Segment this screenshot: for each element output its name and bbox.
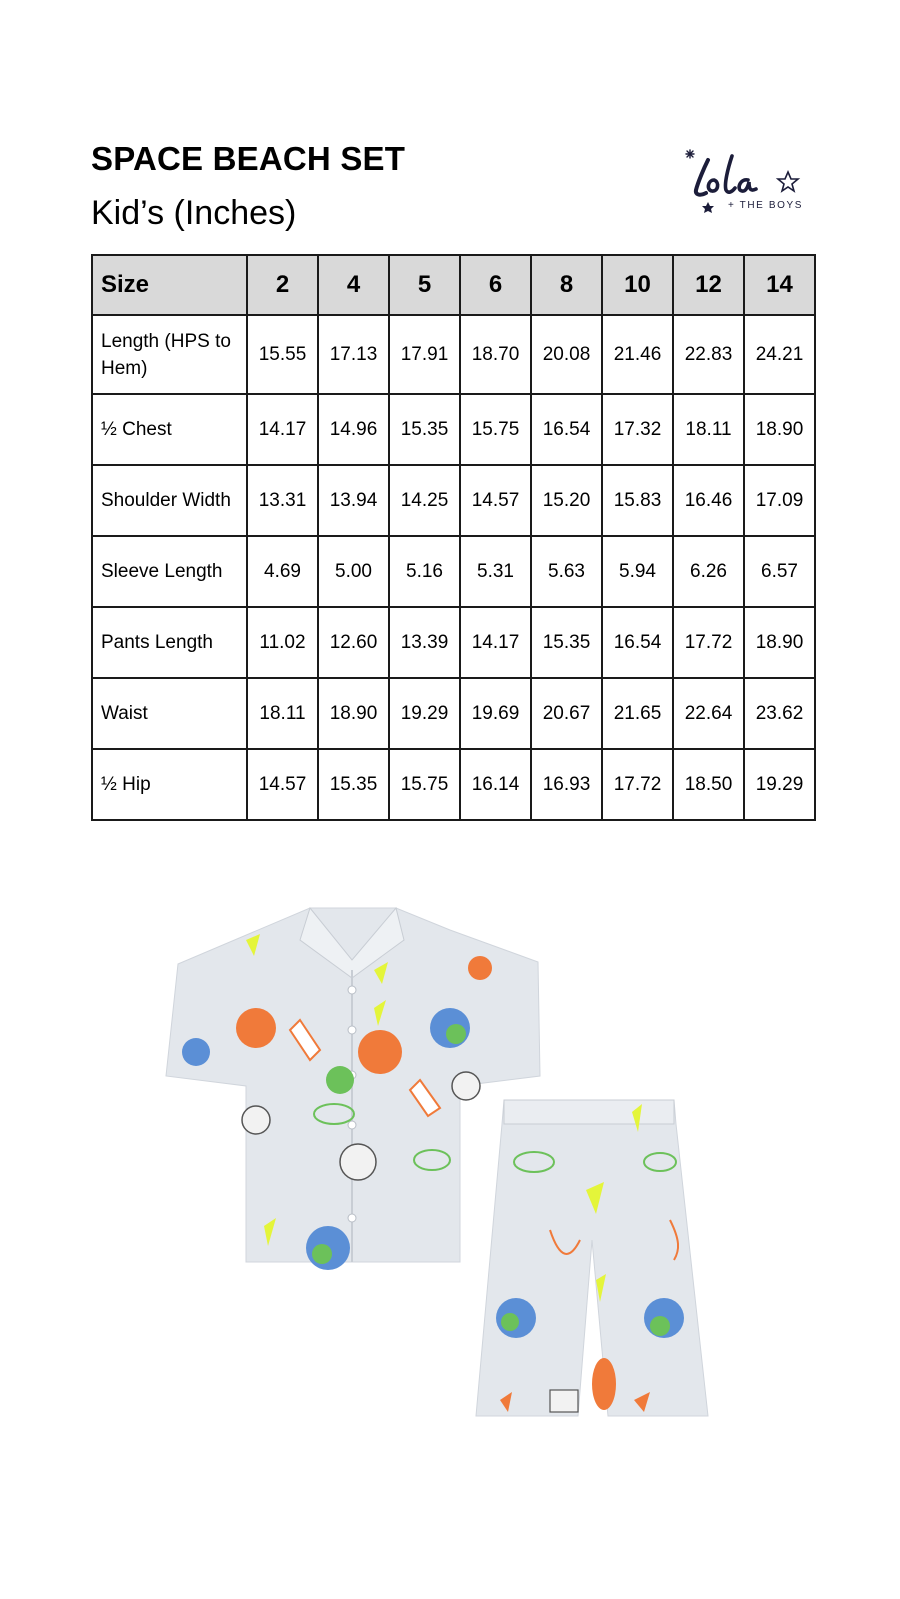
- page-subtitle: Kid’s (Inches): [91, 194, 297, 232]
- measurement-label: Pants Length: [92, 607, 247, 678]
- measurement-label: ½ Chest: [92, 394, 247, 465]
- measurement-value: 15.75: [389, 749, 460, 820]
- measurement-value: 6.57: [744, 536, 815, 607]
- measurement-label: Length (HPS to Hem): [92, 315, 247, 394]
- measurement-value: 20.08: [531, 315, 602, 394]
- size-column-header: 4: [318, 255, 389, 315]
- measurement-value: 14.25: [389, 465, 460, 536]
- size-column-header: 2: [247, 255, 318, 315]
- measurement-value: 19.69: [460, 678, 531, 749]
- measurement-value: 15.83: [602, 465, 673, 536]
- measurement-value: 20.67: [531, 678, 602, 749]
- measurement-value: 24.21: [744, 315, 815, 394]
- measurement-value: 13.94: [318, 465, 389, 536]
- measurement-value: 14.17: [247, 394, 318, 465]
- measurement-value: 12.60: [318, 607, 389, 678]
- page-title: SPACE BEACH SET: [91, 140, 406, 177]
- measurement-value: 16.93: [531, 749, 602, 820]
- measurement-value: 17.13: [318, 315, 389, 394]
- size-column-header: 8: [531, 255, 602, 315]
- measurement-value: 18.50: [673, 749, 744, 820]
- measurement-value: 15.35: [389, 394, 460, 465]
- measurement-value: 11.02: [247, 607, 318, 678]
- table-row: [92, 394, 815, 465]
- measurement-value: 16.54: [602, 607, 673, 678]
- measurement-value: 17.09: [744, 465, 815, 536]
- measurement-value: 16.46: [673, 465, 744, 536]
- measurement-value: 19.29: [389, 678, 460, 749]
- measurement-value: 16.54: [531, 394, 602, 465]
- measurement-value: 17.72: [602, 749, 673, 820]
- measurement-value: 13.31: [247, 465, 318, 536]
- brand-logo: [680, 140, 820, 224]
- measurement-value: 13.39: [389, 607, 460, 678]
- star-outline-icon: [778, 172, 798, 191]
- product-image: [160, 900, 740, 1440]
- measurement-value: 21.65: [602, 678, 673, 749]
- logo-tagline: + THE BOYS: [728, 200, 804, 211]
- size-column-header: 14: [744, 255, 815, 315]
- measurement-value: 14.57: [460, 465, 531, 536]
- table-row: [92, 465, 815, 536]
- size-column-header: 5: [389, 255, 460, 315]
- measurement-value: 5.00: [318, 536, 389, 607]
- size-chart-table: [91, 254, 816, 821]
- measurement-value: 5.31: [460, 536, 531, 607]
- shorts-illustration: [476, 1100, 708, 1416]
- measurement-value: 14.17: [460, 607, 531, 678]
- size-column-header: 10: [602, 255, 673, 315]
- measurement-value: 6.26: [673, 536, 744, 607]
- measurement-value: 15.75: [460, 394, 531, 465]
- measurement-label: Sleeve Length: [92, 536, 247, 607]
- measurement-value: 22.64: [673, 678, 744, 749]
- measurement-value: 18.90: [744, 394, 815, 465]
- measurement-value: 15.35: [531, 607, 602, 678]
- measurement-value: 18.70: [460, 315, 531, 394]
- table-row: [92, 678, 815, 749]
- size-column-header: 12: [673, 255, 744, 315]
- table-row: [92, 536, 815, 607]
- table-row: [92, 315, 815, 394]
- measurement-value: 14.57: [247, 749, 318, 820]
- measurement-value: 19.29: [744, 749, 815, 820]
- measurement-label: ½ Hip: [92, 749, 247, 820]
- table-row: [92, 607, 815, 678]
- measurement-label: Shoulder Width: [92, 465, 247, 536]
- star-filled-icon: [702, 202, 714, 213]
- measurement-value: 18.11: [673, 394, 744, 465]
- measurement-value: 23.62: [744, 678, 815, 749]
- measurement-value: 14.96: [318, 394, 389, 465]
- measurement-value: 5.16: [389, 536, 460, 607]
- table-row: [92, 749, 815, 820]
- measurement-value: 18.90: [318, 678, 389, 749]
- measurement-value: 16.14: [460, 749, 531, 820]
- measurement-value: 17.91: [389, 315, 460, 394]
- shirt-illustration: [166, 908, 540, 1270]
- measurement-value: 18.90: [744, 607, 815, 678]
- measurement-value: 15.55: [247, 315, 318, 394]
- measurement-value: 15.20: [531, 465, 602, 536]
- measurement-value: 4.69: [247, 536, 318, 607]
- measurement-label: Waist: [92, 678, 247, 749]
- table-header-row: [92, 255, 815, 315]
- size-header-label: Size: [92, 255, 247, 315]
- measurement-value: 22.83: [673, 315, 744, 394]
- measurement-value: 15.35: [318, 749, 389, 820]
- measurement-value: 18.11: [247, 678, 318, 749]
- measurement-value: 17.72: [673, 607, 744, 678]
- sparkle-icon: [686, 150, 694, 158]
- size-column-header: 6: [460, 255, 531, 315]
- measurement-value: 17.32: [602, 394, 673, 465]
- measurement-value: 5.94: [602, 536, 673, 607]
- measurement-value: 5.63: [531, 536, 602, 607]
- measurement-value: 21.46: [602, 315, 673, 394]
